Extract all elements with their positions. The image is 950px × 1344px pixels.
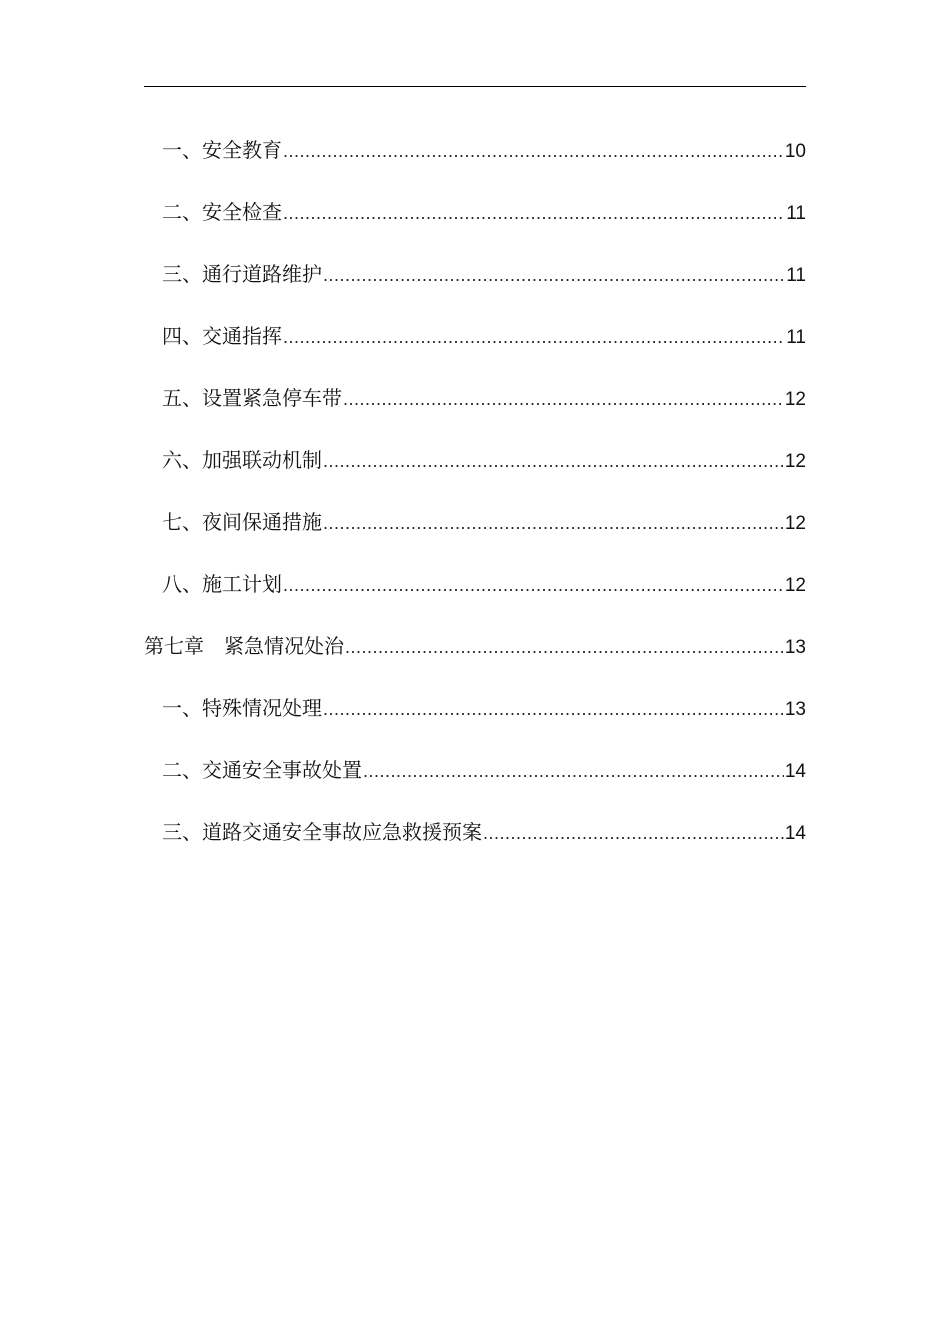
header-rule	[144, 86, 806, 87]
toc-entry-title: 七、夜间保通措施	[162, 510, 322, 534]
toc-dot-leader	[283, 190, 785, 236]
toc-entry-page: 14	[784, 823, 806, 844]
toc-entry-title: 二、安全检查	[162, 200, 282, 224]
toc-entry-page: 12	[784, 513, 806, 534]
toc-entry-title: 六、加强联动机制	[162, 448, 322, 472]
toc-entry[interactable]	[144, 375, 806, 437]
toc-entry-page: 12	[784, 575, 806, 596]
toc-entry-title: 四、交通指挥	[162, 324, 282, 348]
toc-dot-leader	[345, 624, 784, 670]
toc-chapter-entry[interactable]	[144, 623, 806, 685]
toc-entry[interactable]	[144, 561, 806, 623]
toc-entry-title: 三、道路交通安全事故应急救援预案	[162, 820, 482, 844]
toc-entry[interactable]	[144, 313, 806, 375]
toc-entry-page: 12	[784, 389, 806, 410]
toc-dot-leader	[283, 128, 784, 174]
toc-dot-leader	[323, 252, 785, 298]
toc-dot-leader	[323, 500, 784, 546]
toc-entry[interactable]	[144, 809, 806, 871]
toc-entry-page: 13	[784, 699, 806, 720]
toc-entry[interactable]	[144, 499, 806, 561]
toc-entry[interactable]	[144, 685, 806, 747]
toc-entry-page: 10	[784, 141, 806, 162]
toc-entry[interactable]	[144, 251, 806, 313]
toc-entry[interactable]	[144, 127, 806, 189]
toc-entry-page: 13	[784, 637, 806, 658]
toc-entry-title: 二、交通安全事故处置	[162, 758, 362, 782]
toc-dot-leader	[323, 686, 784, 732]
toc-entry-title: 五、设置紧急停车带	[162, 386, 342, 410]
table-of-contents	[144, 127, 806, 871]
toc-entry[interactable]	[144, 747, 806, 809]
toc-dot-leader	[483, 810, 784, 856]
toc-entry-page: 14	[784, 761, 806, 782]
toc-entry-title: 八、施工计划	[162, 572, 282, 596]
toc-dot-leader	[283, 314, 785, 360]
toc-dot-leader	[283, 562, 784, 608]
toc-entry-title: 一、特殊情况处理	[162, 696, 322, 720]
toc-entry[interactable]	[144, 437, 806, 499]
toc-entry-page: 11	[786, 265, 806, 286]
toc-entry-page: 12	[784, 451, 806, 472]
toc-dot-leader	[363, 748, 784, 794]
toc-entry-title: 三、通行道路维护	[162, 262, 322, 286]
toc-entry-title: 一、安全教育	[162, 138, 282, 162]
toc-dot-leader	[323, 438, 784, 484]
toc-entry[interactable]	[144, 189, 806, 251]
toc-dot-leader	[343, 376, 784, 422]
toc-entry-page: 11	[786, 203, 806, 224]
toc-entry-title: 第七章 紧急情况处治	[144, 634, 344, 658]
toc-entry-page: 11	[786, 327, 806, 348]
